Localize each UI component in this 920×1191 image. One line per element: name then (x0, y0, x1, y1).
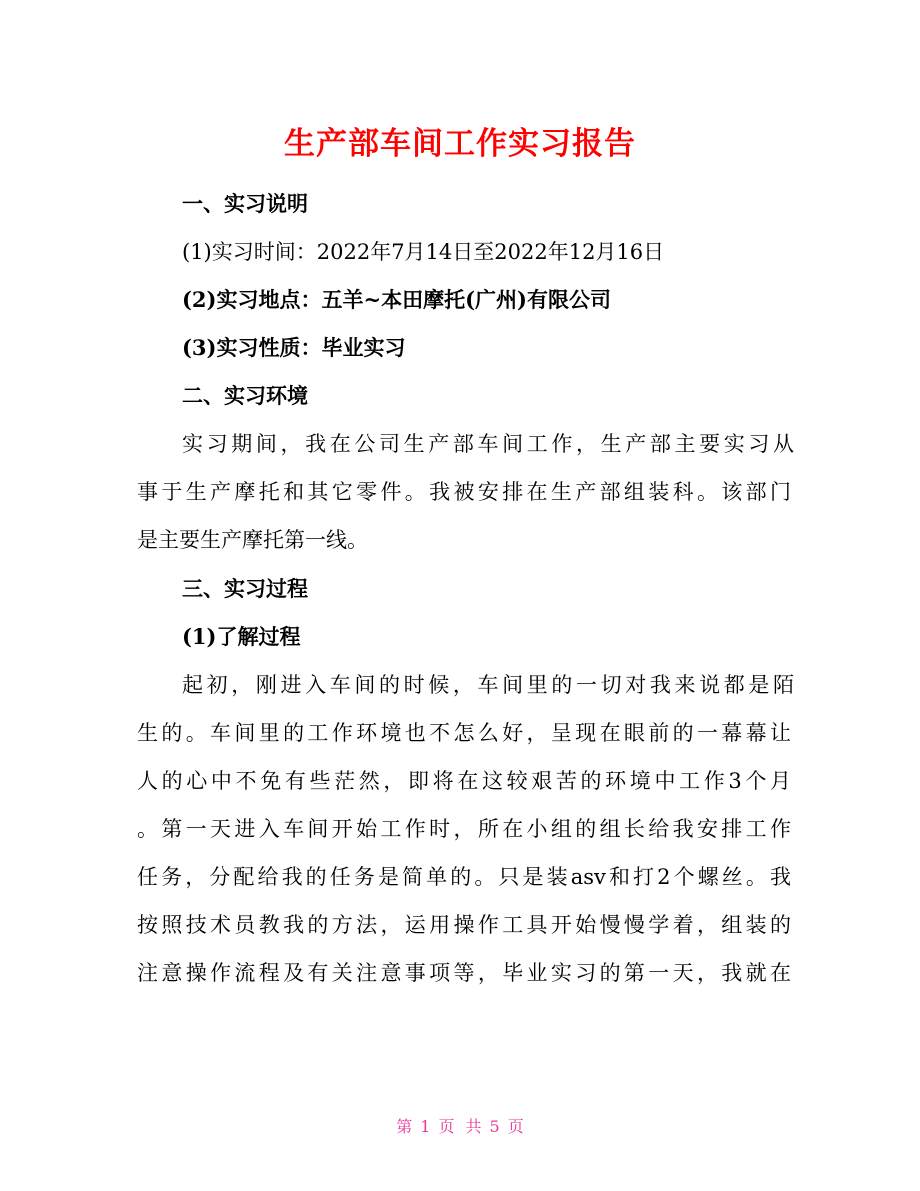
document-title: 生产部车间工作实习报告 (284, 126, 636, 162)
paragraph-line: 起初，刚进入车间的时候，车间里的一切对我来说都是陌 (182, 673, 794, 697)
page-label-mid: 页 共 (438, 1117, 482, 1136)
total-pages-number: 5 (489, 1117, 500, 1136)
paragraph-line: 是主要生产摩托第一线。 (137, 528, 368, 552)
section-heading-1: 一、实习说明 (182, 191, 308, 216)
paragraph-line: 实习期间，我在公司生产部车间工作，生产部主要实习从 (182, 432, 794, 456)
section-heading-3: 三、实习过程 (182, 576, 308, 601)
paragraph-line: 按照技术员教我的方法，运用操作工具开始慢慢学着，组装的 (137, 913, 791, 937)
internship-time: (1)实习时间：2022年7月14日至2022年12月16日 (182, 240, 665, 264)
section-heading-2: 二、实习环境 (182, 383, 308, 408)
paragraph-line: 注意操作流程及有关注意事项等，毕业实习的第一天，我就在 (137, 961, 791, 985)
paragraph-line: 生的。车间里的工作环境也不怎么好，呈现在眼前的一幕幕让 (137, 721, 791, 745)
internship-location: (2)实习地点：五羊~本田摩托(广州)有限公司 (182, 287, 611, 312)
subsection-heading: (1)了解过程 (182, 624, 301, 649)
page-footer (0, 1114, 920, 1137)
paragraph-line: 任务，分配给我的任务是简单的。只是装asv和打2个螺丝。我 (137, 865, 791, 889)
current-page-number: 1 (420, 1117, 431, 1136)
paragraph-line: 事于生产摩托和其它零件。我被安排在生产部组装科。该部门 (137, 480, 791, 504)
paragraph-line: 人的心中不免有些茫然，即将在这较艰苦的环境中工作3个月 (137, 769, 791, 793)
page-label-suffix: 页 (507, 1117, 524, 1136)
page-label-prefix: 第 (396, 1117, 413, 1136)
paragraph-line: 。第一天进入车间开始工作时，所在小组的组长给我安排工作 (137, 817, 791, 841)
internship-nature: (3)实习性质：毕业实习 (182, 335, 406, 360)
